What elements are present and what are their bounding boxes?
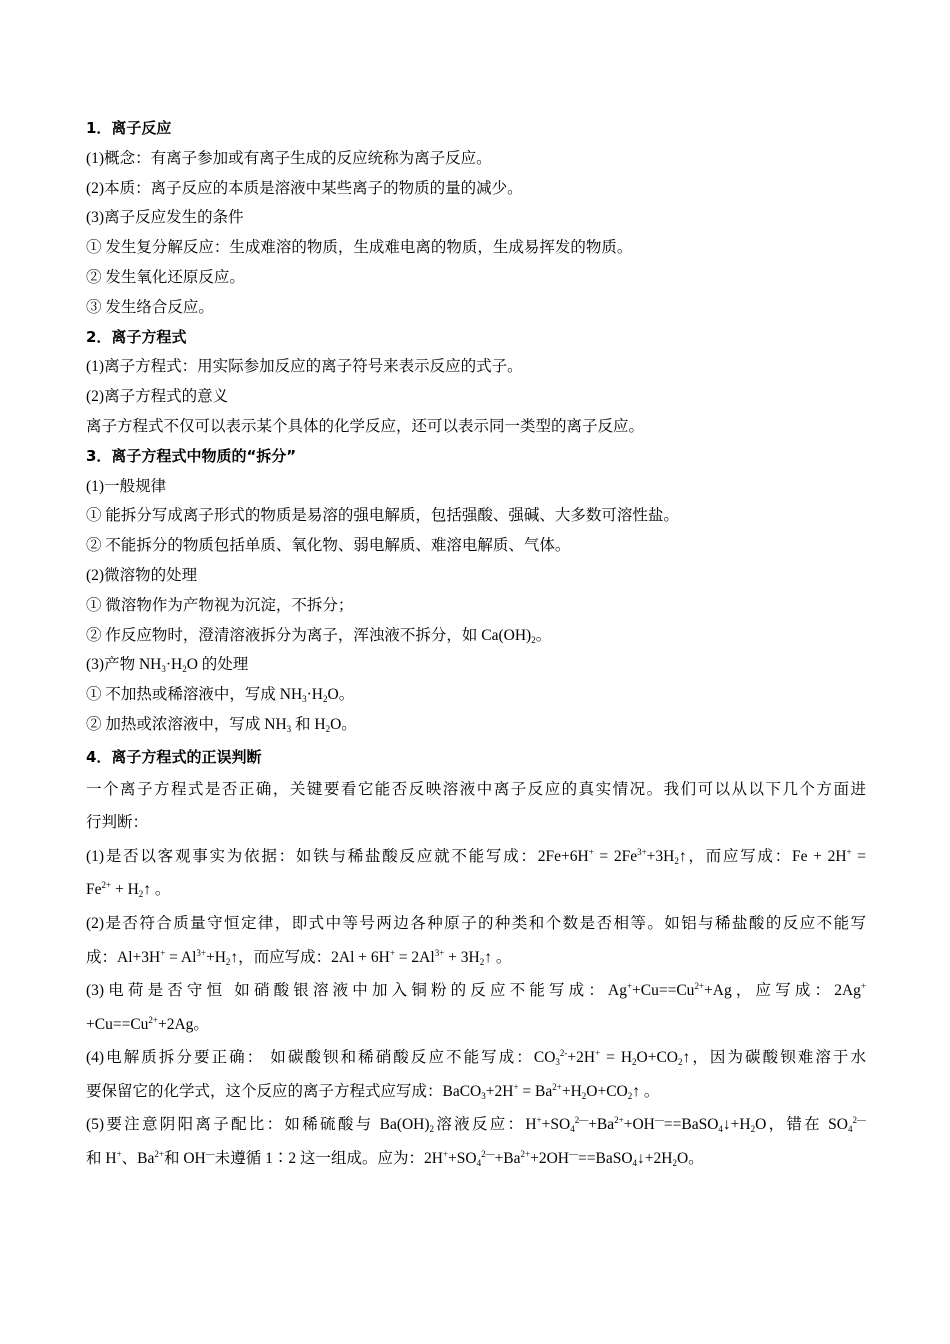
list-item-condition-3: ③ 发生络合反应。 <box>86 298 214 316</box>
section-heading-correctness: 4．离子方程式的正误判断 <box>86 747 262 766</box>
list-item-ammonia-1: ① 不加热或稀溶液中，写成 $NH_3\cdot H_2O$。 <box>86 686 355 705</box>
paragraph-slightly-soluble: (2)微溶物的处理 <box>86 566 198 584</box>
section-heading-splitting: 3．离子方程式中物质的“拆分” <box>86 446 297 465</box>
paragraph-fact-line-2: $Fe^{2+}$ + $H_2↑$ 。 <box>86 880 171 900</box>
section-heading-ionic-equation: 2．离子方程式 <box>86 327 187 346</box>
paragraph-general-rule: (1)一般规律 <box>86 477 167 495</box>
paragraph-concept: (1)概念：有离子参加或有离子生成的反应统称为离子反应。 <box>86 149 492 167</box>
paragraph-mass-line-1: (2)是否符合质量守恒定律，即式中等号两边各种原子的种类和个数是否相等。如铝与稀盐酸的反应不能写 <box>86 914 866 932</box>
section-heading-ionic-reaction: 1．离子反应 <box>86 119 172 137</box>
paragraph-meaning-text: 离子方程式不仅可以表示某个具体的化学反应，还可以表示同一类型的离子反应。 <box>86 417 645 435</box>
list-item-ammonia-2: ② 加热或浓溶液中，写成 $NH_3$ 和 $H_2O$。 <box>86 715 357 734</box>
paragraph-fact-line-1: (1)是否以客观事实为依据：如铁与稀盐酸反应就不能写成：$2Fe+6H^+ = 2Fe^{3+}+3H_2↑$，而应写成：Fe + 2H+ = <box>86 846 867 866</box>
paragraph-electrolyte-line-2: 要保留它的化学式，这个反应的离子方程式应写成：BaCO$_3$+2H+ = $Ba^{2+}+H_2O+CO_2↑$ 。 <box>86 1081 660 1101</box>
paragraph-electrolyte-line-1: (4)电解质拆分要正确： 如碳酸钡和稀硝酸反应不能写成：$CO_3^{2-}+2H^+$ = $H_2O+CO_2↑$，因为碳酸钡难溶于水 <box>86 1048 866 1068</box>
list-item-condition-1: ① 发生复分解反应：生成难溶的物质，生成难电离的物质，生成易挥发的物质。 <box>86 239 633 257</box>
list-item-slightly-soluble-1: ① 微溶物作为产物视为沉淀，不拆分； <box>86 596 354 614</box>
document-body <box>86 114 866 1176</box>
paragraph-essence: (2)本质：离子反应的本质是溶液中某些离子的物质的量的减少。 <box>86 179 523 197</box>
list-item-rule-2: ② 不能拆分的物质包括单质、氧化物、弱电解质、难溶电解质、气体。 <box>86 537 571 555</box>
list-item-rule-1: ① 能拆分写成离子形式的物质是易溶的强电解质，包括强酸、强碱、大多数可溶性盐。 <box>86 507 679 525</box>
paragraph-ammonia-hydrate: (3)产物 $NH_3\cdot H_2O$ 的处理 <box>86 656 249 675</box>
paragraph-intro-line-2: 行判断： <box>86 814 149 832</box>
paragraph-charge-line-2: $+Cu==Cu^{2+}+2Ag$。 <box>86 1014 209 1033</box>
paragraph-meaning: (2)离子方程式的意义 <box>86 388 229 406</box>
paragraph-definition: (1)离子方程式：用实际参加反应的离子符号来表示反应的式子。 <box>86 358 523 376</box>
paragraph-ratio-line-2: 和 H+、$Ba^{2+}$和 OH—未遵循 1∶2 这一组成。应为：$2H^++SO_4^{2—}+Ba^{2+}+2OH^—==BaSO_4↓+2H_2O$。 <box>86 1149 704 1169</box>
paragraph-charge-line-1: (3)电荷是否守恒 如硝酸银溶液中加入铜粉的反应不能写成：$Ag^++Cu==Cu^{2+}+Ag$，应写成：2Ag+ <box>86 981 866 1000</box>
list-item-condition-2: ② 发生氧化还原反应。 <box>86 268 245 286</box>
paragraph-mass-line-2: 成：$Al+3H^+ = Al^{3+}+H_2↑$，而应写成：$2Al + 6H^+ = 2Al^{3+}$ + $3H_2↑$ 。 <box>86 947 512 967</box>
paragraph-conditions: (3)离子反应发生的条件 <box>86 209 244 227</box>
paragraph-ratio-line-1: (5)要注意阴阳离子配比：如稀硫酸与 $Ba(OH)_2$溶液反应：$H^++SO_4^{2—}+Ba^{2+}+OH^—==BaSO_4↓+H_2O$，错在 $SO_4^{2—}$ <box>86 1115 866 1135</box>
paragraph-intro-line-1: 一个离子方程式是否正确，关键要看它能否反映溶液中离子反应的真实情况。我们可以从以下几个方面进 <box>86 780 866 798</box>
list-item-slightly-soluble-2: ② 作反应物时，澄清溶液拆分为离子，浑浊液不拆分，如 $Ca(OH)_2$。 <box>86 626 552 645</box>
